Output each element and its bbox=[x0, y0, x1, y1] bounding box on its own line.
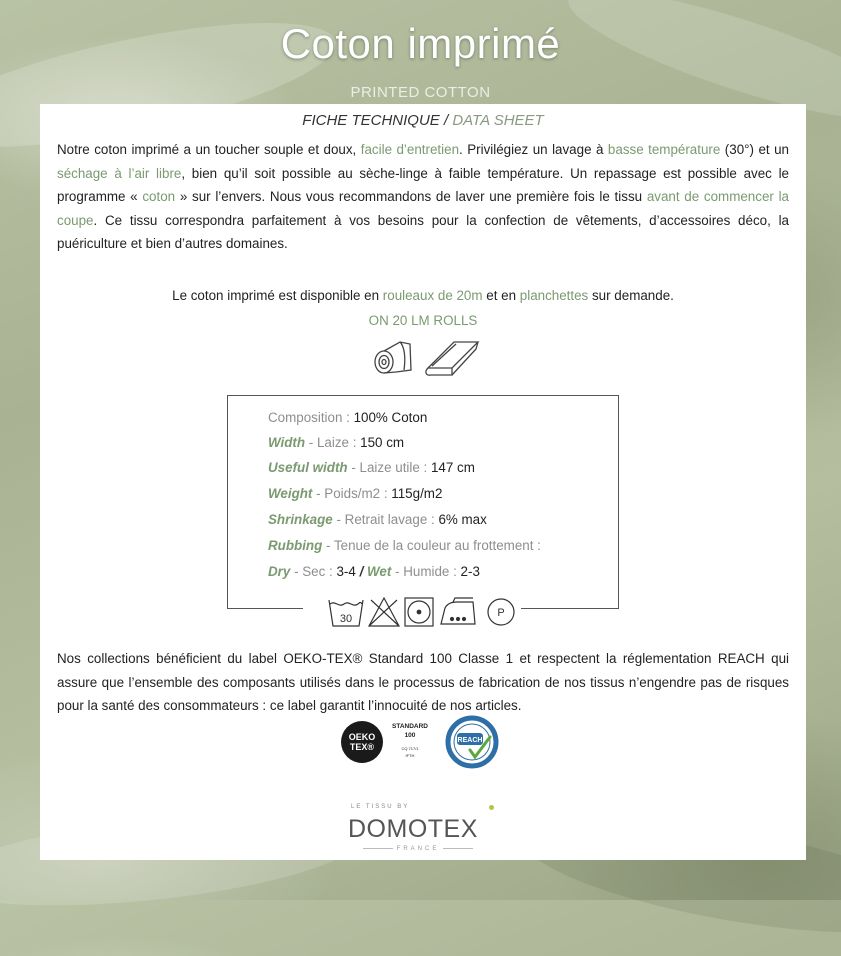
wash-temp-label: 30 bbox=[339, 613, 353, 625]
oeko-tex-logo bbox=[341, 721, 428, 763]
spec-shrinkage bbox=[268, 512, 487, 527]
no-bleach-icon bbox=[369, 598, 399, 626]
brand-tagline: LE TISSU BY bbox=[351, 804, 410, 810]
spec-label: - Sec : bbox=[290, 564, 337, 579]
spec-box-border-right bbox=[521, 608, 618, 609]
spec-rubbing bbox=[268, 538, 541, 553]
spec-useful-width bbox=[268, 460, 475, 475]
dry-clean-label: P bbox=[497, 607, 505, 619]
spec-en-label: Shrinkage bbox=[268, 512, 333, 527]
intro-text: (30°) et un bbox=[720, 142, 789, 157]
spec-value: 147 cm bbox=[430, 460, 475, 475]
spec-en-label: Weight bbox=[268, 486, 313, 501]
spec-box-border-left bbox=[227, 608, 303, 609]
data-sheet bbox=[40, 104, 806, 860]
spec-separator: / bbox=[355, 564, 368, 579]
brand-country bbox=[358, 846, 478, 852]
brand-dot bbox=[489, 805, 494, 810]
spec-composition bbox=[268, 410, 427, 425]
intro-highlight: facile d’entretien bbox=[360, 142, 460, 157]
fabric-roll-icons bbox=[370, 336, 482, 378]
oeko-logo-line1: OEKO bbox=[348, 732, 376, 742]
certification-logos bbox=[340, 710, 510, 770]
header-fr: FICHE TECHNIQUE bbox=[302, 112, 440, 129]
spec-value: 150 cm bbox=[360, 435, 405, 450]
intro-highlight: coton bbox=[142, 189, 176, 205]
spec-value: 115g/m2 bbox=[391, 486, 443, 501]
spec-value: 100% Coton bbox=[353, 410, 428, 425]
header-sep: / bbox=[439, 112, 453, 129]
spec-en-label: Dry bbox=[268, 564, 291, 579]
header-en: DATA SHEET bbox=[452, 112, 544, 129]
reach-logo bbox=[448, 718, 496, 766]
intro-text: , bien qu’il soit possible au sèche-linge à faible température. Un repassage est possible avec le programme « bbox=[57, 165, 790, 205]
spec-label: - Laize : bbox=[305, 435, 361, 450]
oeko-logo-line2: TEX® bbox=[349, 742, 375, 752]
spec-label: Composition : bbox=[268, 410, 354, 425]
spec-en-label: Width bbox=[268, 435, 306, 450]
intro-text: Notre coton imprimé a un toucher souple et doux, bbox=[57, 142, 361, 157]
spec-weight bbox=[268, 486, 442, 501]
cert-code: CQ 717/1 bbox=[401, 746, 419, 751]
care-symbols bbox=[327, 594, 519, 630]
intro-text: . Ce tissu correspondra parfaitement à vos besoins pour la confection de vêtements, d’accessoires déco, la puériculture et bien d’autres domaines. bbox=[57, 212, 789, 252]
iron-medium-icon bbox=[441, 598, 475, 624]
standard-label: STANDARD bbox=[392, 723, 428, 730]
cert-institute: IFTH bbox=[405, 753, 415, 758]
brand-logo bbox=[348, 815, 478, 844]
spec-label: - Humide : bbox=[391, 564, 461, 579]
reach-label: REACH bbox=[457, 737, 483, 744]
oeko-paragraph: Nos collections bénéficient du label OEKO-TEX® Standard 100 Classe 1 et respectent la réglementation REACH qui assure que l’ensemble des composants utilisés dans le processus de fabrication de nos tissus n’engendre pas de risques pour la santé des consommateurs : ce label garantit l’innocuité de nos articles. bbox=[57, 651, 789, 714]
intro-highlight: avant de commencer la coupe bbox=[57, 189, 789, 228]
spec-en-label: Useful width bbox=[268, 460, 348, 475]
spec-label: - Tenue de la couleur au frottement : bbox=[322, 538, 541, 553]
spec-en-label: Rubbing bbox=[268, 538, 323, 553]
brand-name-text: DOMOTE bbox=[348, 815, 461, 843]
intro-highlight: séchage à l’air libre bbox=[57, 165, 182, 181]
availability-highlight: planchettes bbox=[519, 288, 589, 303]
rolls-english: ON 20 LM ROLLS bbox=[368, 313, 478, 328]
spec-width bbox=[268, 435, 404, 450]
intro-paragraph bbox=[57, 138, 789, 256]
availability-text: sur demande. bbox=[588, 288, 674, 303]
specifications-box bbox=[227, 395, 619, 609]
tumble-dry-low-icon bbox=[405, 598, 433, 626]
fabric-board-icon bbox=[426, 342, 478, 375]
brand-x-letter: X bbox=[460, 815, 478, 843]
availability-line bbox=[40, 288, 806, 303]
spec-label: - Poids/m2 : bbox=[312, 486, 392, 501]
intro-text: » sur l’envers. Nous vous recommandons de laver une première fois le tissu bbox=[175, 189, 647, 205]
spec-en-label: Wet bbox=[367, 564, 392, 579]
page-title: Coton imprimé bbox=[280, 20, 561, 67]
brand-country-text: FRANCE bbox=[396, 846, 440, 852]
fabric-roll-icon bbox=[375, 342, 411, 373]
spec-dry-wet bbox=[268, 564, 480, 579]
spec-label: - Retrait lavage : bbox=[332, 512, 439, 527]
spec-value: 6% max bbox=[438, 512, 487, 527]
spec-label: - Laize utile : bbox=[347, 460, 431, 475]
availability-text: et en bbox=[482, 288, 520, 303]
standard-number: 100 bbox=[404, 732, 416, 739]
intro-highlight: basse température bbox=[607, 142, 721, 157]
availability-highlight: rouleaux de 20m bbox=[382, 288, 483, 303]
intro-text: . Privilégiez un lavage à bbox=[459, 142, 608, 157]
spec-value: 2-3 bbox=[460, 564, 480, 579]
availability-text: Le coton imprimé est disponible en bbox=[172, 288, 383, 303]
spec-value: 3-4 bbox=[336, 564, 356, 579]
sheet-header bbox=[40, 112, 806, 129]
page-subtitle: PRINTED COTTON bbox=[350, 84, 491, 101]
